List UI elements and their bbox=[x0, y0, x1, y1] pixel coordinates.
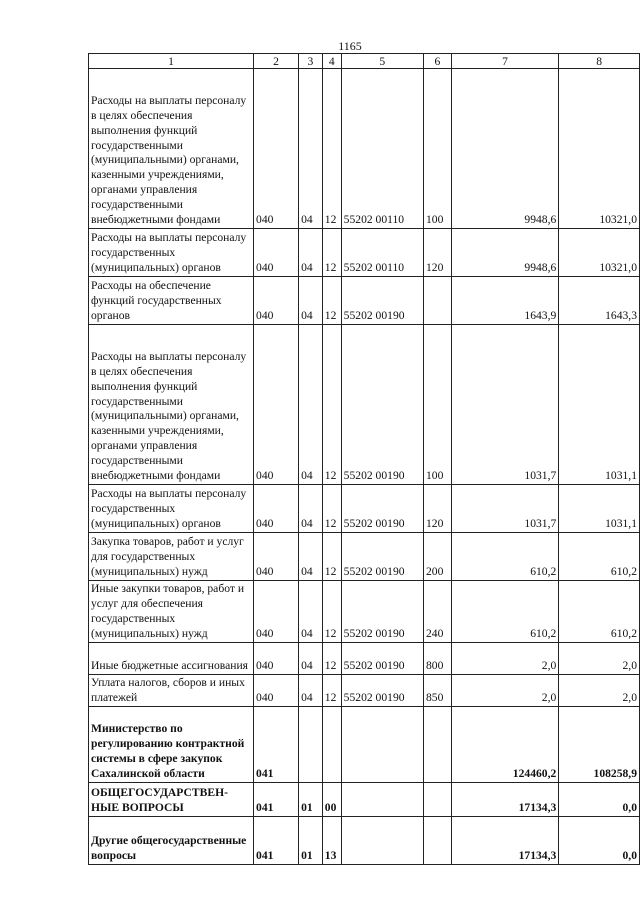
table-row bbox=[89, 325, 640, 485]
target-article-cell: 55202 00110 bbox=[341, 229, 423, 277]
expense-type-cell: 800 bbox=[423, 643, 451, 675]
subsection-cell: 12 bbox=[322, 643, 341, 675]
subsection-cell: 12 bbox=[322, 69, 341, 229]
section-cell: 04 bbox=[299, 533, 323, 581]
header-cell: 6 bbox=[423, 54, 451, 69]
subsection-cell: 12 bbox=[322, 533, 341, 581]
section-cell: 04 bbox=[299, 675, 323, 707]
okved-code-cell: 040 bbox=[254, 533, 299, 581]
expense-type-cell: 240 bbox=[423, 581, 451, 643]
amount-year1-cell: 610,2 bbox=[451, 533, 559, 581]
amount-year1-cell: 9948,6 bbox=[451, 69, 559, 229]
target-article-cell: 55202 00190 bbox=[341, 533, 423, 581]
amount-year1-cell: 2,0 bbox=[451, 675, 559, 707]
budget-table bbox=[88, 53, 640, 865]
amount-year1-cell: 610,2 bbox=[451, 581, 559, 643]
header-cell: 7 bbox=[451, 54, 559, 69]
section-cell: 04 bbox=[299, 229, 323, 277]
header-cell: 5 bbox=[341, 54, 423, 69]
table-row bbox=[89, 533, 640, 581]
okved-code-cell: 040 bbox=[254, 675, 299, 707]
okved-code-cell: 041 bbox=[254, 817, 299, 865]
table-row bbox=[89, 675, 640, 707]
subsection-cell: 00 bbox=[322, 783, 341, 817]
section-cell: 01 bbox=[299, 817, 323, 865]
okved-code-cell: 040 bbox=[254, 277, 299, 325]
table-row bbox=[89, 229, 640, 277]
table-header-row bbox=[89, 54, 640, 69]
target-article-cell: 55202 00190 bbox=[341, 485, 423, 533]
amount-year2-cell: 1643,3 bbox=[559, 277, 640, 325]
amount-year2-cell: 108258,9 bbox=[559, 707, 640, 783]
target-article-cell bbox=[341, 783, 423, 817]
amount-year2-cell: 610,2 bbox=[559, 581, 640, 643]
table-row bbox=[89, 817, 640, 865]
description-cell: Расходы на выплаты персоналу в целях обеспечения выполнения функций государственными (муниципальными) органами, казенными учреждениями, органами управления государственными внебюджетными фондами bbox=[89, 325, 254, 485]
table-body bbox=[89, 69, 640, 865]
expense-type-cell bbox=[423, 783, 451, 817]
amount-year2-cell: 2,0 bbox=[559, 675, 640, 707]
page-number: 1165 bbox=[338, 39, 362, 53]
okved-code-cell: 040 bbox=[254, 229, 299, 277]
okved-code-cell: 040 bbox=[254, 325, 299, 485]
amount-year2-cell: 1031,1 bbox=[559, 325, 640, 485]
okved-code-cell: 040 bbox=[254, 485, 299, 533]
description-cell: Министерство по регулированию контрактной системы в сфере закупок Сахалинской области bbox=[89, 707, 254, 783]
description-cell: Другие общегосударственные вопросы bbox=[89, 817, 254, 865]
section-cell: 04 bbox=[299, 643, 323, 675]
amount-year1-cell: 1031,7 bbox=[451, 325, 559, 485]
section-cell: 04 bbox=[299, 581, 323, 643]
subsection-cell: 12 bbox=[322, 581, 341, 643]
expense-type-cell bbox=[423, 277, 451, 325]
amount-year1-cell: 2,0 bbox=[451, 643, 559, 675]
amount-year1-cell: 124460,2 bbox=[451, 707, 559, 783]
expense-type-cell bbox=[423, 707, 451, 783]
subsection-cell: 12 bbox=[322, 485, 341, 533]
description-cell: ОБЩЕГОСУДАРСТВЕН-НЫЕ ВОПРОСЫ bbox=[89, 783, 254, 817]
target-article-cell: 55202 00190 bbox=[341, 675, 423, 707]
section-cell: 04 bbox=[299, 485, 323, 533]
description-cell: Расходы на выплаты персоналу государственных (муниципальных) органов bbox=[89, 229, 254, 277]
header-cell: 4 bbox=[322, 54, 341, 69]
amount-year2-cell: 10321,0 bbox=[559, 69, 640, 229]
table-row bbox=[89, 277, 640, 325]
target-article-cell bbox=[341, 817, 423, 865]
amount-year1-cell: 1643,9 bbox=[451, 277, 559, 325]
target-article-cell: 55202 00190 bbox=[341, 277, 423, 325]
expense-type-cell: 850 bbox=[423, 675, 451, 707]
description-cell: Закупка товаров, работ и услуг для государственных (муниципальных) нужд bbox=[89, 533, 254, 581]
subsection-cell: 12 bbox=[322, 277, 341, 325]
amount-year2-cell: 0,0 bbox=[559, 783, 640, 817]
subsection-cell: 12 bbox=[322, 325, 341, 485]
expense-type-cell: 120 bbox=[423, 229, 451, 277]
expense-type-cell: 100 bbox=[423, 69, 451, 229]
header-cell: 1 bbox=[89, 54, 254, 69]
description-cell: Иные бюджетные ассигнования bbox=[89, 643, 254, 675]
okved-code-cell: 040 bbox=[254, 69, 299, 229]
target-article-cell: 55202 00190 bbox=[341, 643, 423, 675]
description-cell: Расходы на выплаты персоналу в целях обеспечения выполнения функций государственными (муниципальными) органами, казенными учреждениями, органами управления государственными внебюджетными фондами bbox=[89, 69, 254, 229]
expense-type-cell: 120 bbox=[423, 485, 451, 533]
header-cell: 2 bbox=[254, 54, 299, 69]
okved-code-cell: 041 bbox=[254, 707, 299, 783]
section-cell bbox=[299, 707, 323, 783]
target-article-cell: 55202 00190 bbox=[341, 581, 423, 643]
section-cell: 04 bbox=[299, 325, 323, 485]
expense-type-cell: 200 bbox=[423, 533, 451, 581]
amount-year1-cell: 17134,3 bbox=[451, 817, 559, 865]
subsection-cell: 13 bbox=[322, 817, 341, 865]
description-cell: Уплата налогов, сборов и иных платежей bbox=[89, 675, 254, 707]
table-row bbox=[89, 783, 640, 817]
amount-year1-cell: 9948,6 bbox=[451, 229, 559, 277]
description-cell: Расходы на обеспечение функций государственных органов bbox=[89, 277, 254, 325]
amount-year2-cell: 2,0 bbox=[559, 643, 640, 675]
amount-year2-cell: 1031,1 bbox=[559, 485, 640, 533]
subsection-cell bbox=[322, 707, 341, 783]
description-cell: Иные закупки товаров, работ и услуг для обеспечения государственных (муниципальных) нужд bbox=[89, 581, 254, 643]
subsection-cell: 12 bbox=[322, 675, 341, 707]
section-cell: 04 bbox=[299, 277, 323, 325]
target-article-cell: 55202 00110 bbox=[341, 69, 423, 229]
table-row bbox=[89, 485, 640, 533]
okved-code-cell: 040 bbox=[254, 643, 299, 675]
table-row bbox=[89, 581, 640, 643]
amount-year1-cell: 17134,3 bbox=[451, 783, 559, 817]
okved-code-cell: 041 bbox=[254, 783, 299, 817]
section-cell: 01 bbox=[299, 783, 323, 817]
amount-year2-cell: 0,0 bbox=[559, 817, 640, 865]
subsection-cell: 12 bbox=[322, 229, 341, 277]
section-cell: 04 bbox=[299, 69, 323, 229]
target-article-cell bbox=[341, 707, 423, 783]
table-row bbox=[89, 69, 640, 229]
table-row bbox=[89, 707, 640, 783]
amount-year2-cell: 10321,0 bbox=[559, 229, 640, 277]
amount-year1-cell: 1031,7 bbox=[451, 485, 559, 533]
expense-type-cell: 100 bbox=[423, 325, 451, 485]
description-cell: Расходы на выплаты персоналу государственных (муниципальных) органов bbox=[89, 485, 254, 533]
table-row bbox=[89, 643, 640, 675]
header-cell: 8 bbox=[559, 54, 640, 69]
target-article-cell: 55202 00190 bbox=[341, 325, 423, 485]
okved-code-cell: 040 bbox=[254, 581, 299, 643]
header-cell: 3 bbox=[299, 54, 323, 69]
expense-type-cell bbox=[423, 817, 451, 865]
amount-year2-cell: 610,2 bbox=[559, 533, 640, 581]
